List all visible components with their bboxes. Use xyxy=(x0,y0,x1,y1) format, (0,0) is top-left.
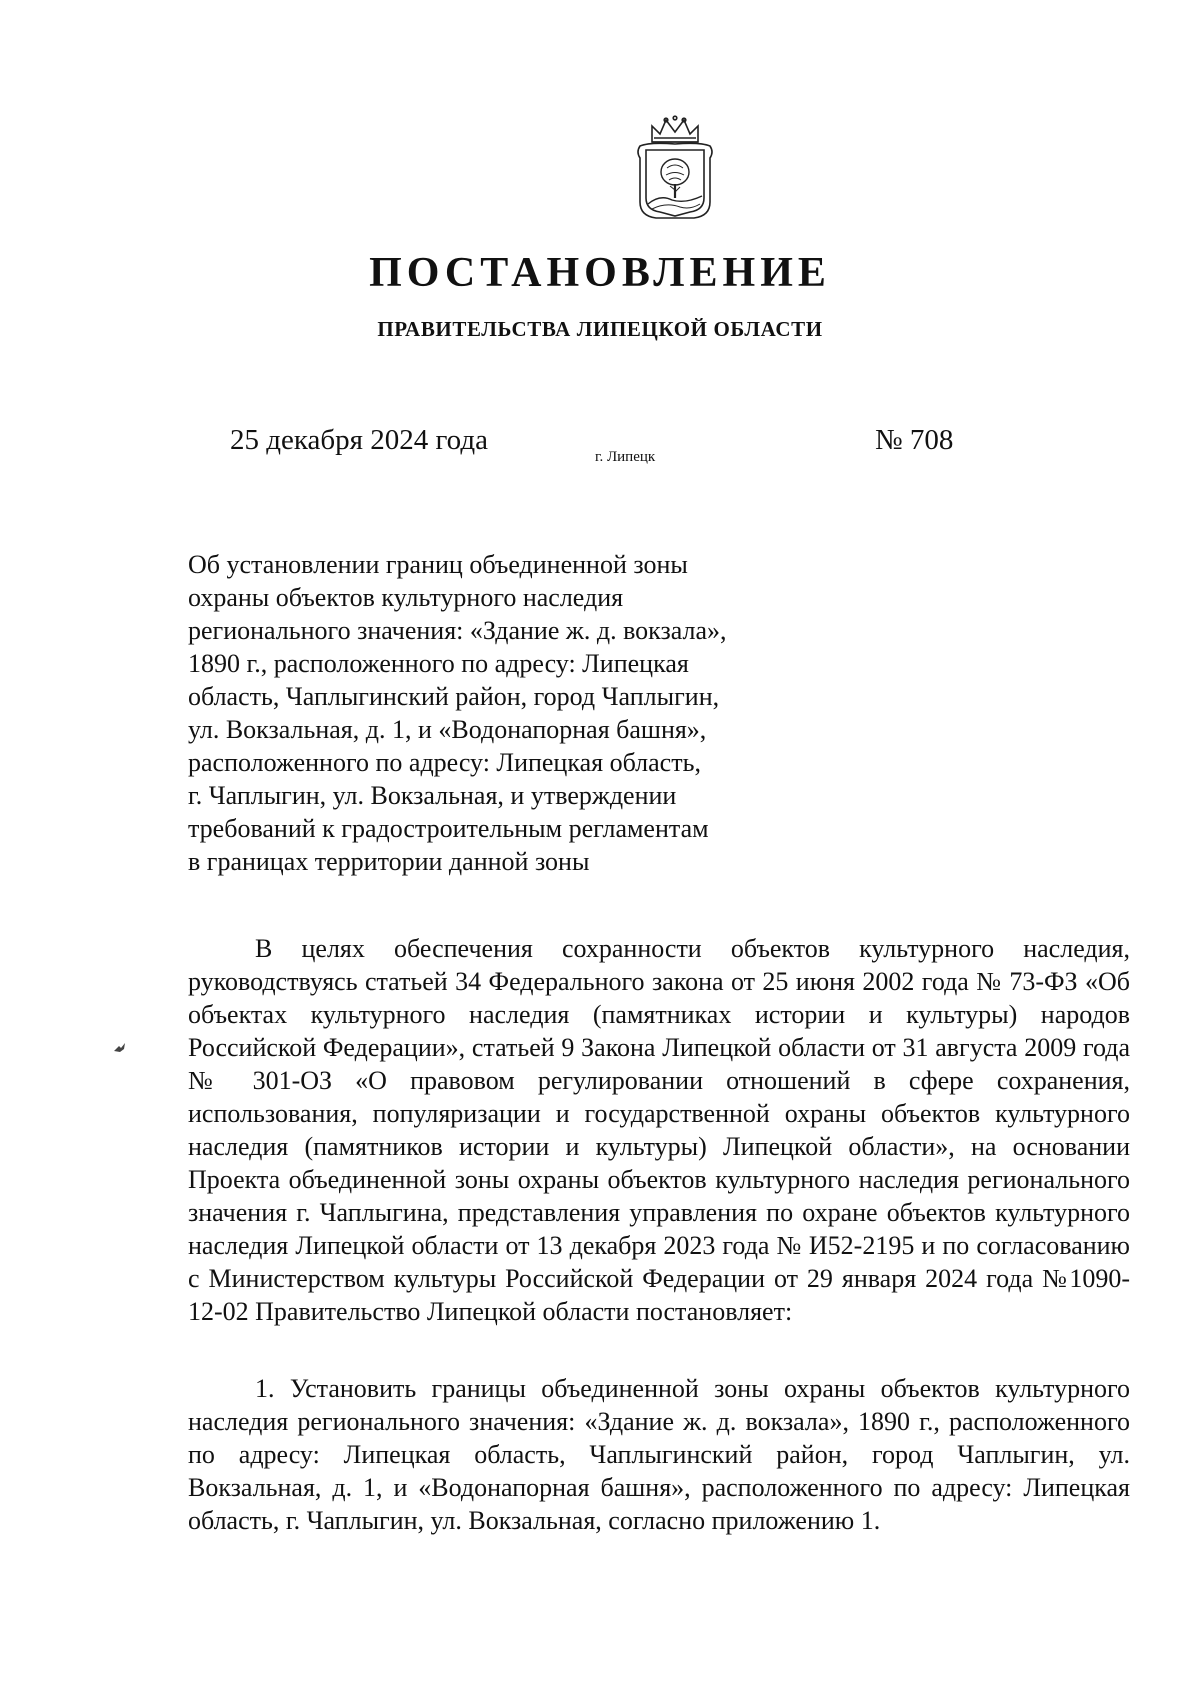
document-subject xyxy=(188,548,768,878)
document-date: 25 декабря 2024 года xyxy=(230,424,488,456)
subject-line: охраны объектов культурного наследия xyxy=(188,583,624,612)
subject-line: 1890 г., расположенного по адресу: Липецкая xyxy=(188,649,689,678)
subject-line: ул. Вокзальная, д. 1, и «Водонапорная башня», xyxy=(188,715,707,744)
document-city: г. Липецк xyxy=(595,449,656,465)
subject-line: в границах территории данной зоны xyxy=(188,847,590,876)
document-number: № 708 xyxy=(875,424,954,456)
issuing-authority: ПРАВИТЕЛЬСТВА ЛИПЕЦКОЙ ОБЛАСТИ xyxy=(377,317,823,341)
subject-line: Об установлении границ объединенной зоны xyxy=(188,550,688,579)
subject-line: регионального значения: «Здание ж. д. вокзала», xyxy=(188,616,727,645)
document-type-title: ПОСТАНОВЛЕНИЕ xyxy=(369,250,831,296)
scan-speck-mark xyxy=(112,1040,128,1054)
subject-line: область, Чаплыгинский район, город Чаплыгин, xyxy=(188,682,720,711)
preamble-paragraph: В целях обеспечения сохранности объектов культурного наследия, руководствуясь статьей 34 Федерального закона от 25 июня 2002 года № 73-ФЗ «Об объектах культурного наследия (памятниках истории и культуры) народов Российской Федерации», статьей 9 Закона Липецкой области от 31 августа 2009 года № 301-ОЗ «О правовом регулировании отношений в сфере сохранения, использования, популяризации и государственной охраны объектов культурного наследия (памятников истории и культуры) Липецкой области», на основании Проекта объединенной зоны охраны объектов культурного наследия регионального значения г. Чаплыгина, представления управления по охране объектов культурного наследия Липецкой области от 13 декабря 2023 года № И52-2195 и по согласованию с Министерством культуры Российской Федерации от 29 января 2024 года №1090-12-02 Правительство Липецкой области постановляет: xyxy=(188,934,1130,1326)
subject-line: расположенного по адресу: Липецкая область, xyxy=(188,748,701,777)
subject-line: г. Чаплыгин, ул. Вокзальная, и утверждении xyxy=(188,781,677,810)
item-1-paragraph: 1. Установить границы объединенной зоны охраны объектов культурного наследия регионального значения: «Здание ж. д. вокзала», 1890 г., расположенного по адресу: Липецкая область, Чаплыгинский район, город Чаплыгин, ул. Вокзальная, д. 1, и «Водонапорная башня», расположенного по адресу: Липецкая область, г. Чаплыгин, ул. Вокзальная, согласно приложению 1. xyxy=(188,1374,1130,1535)
subject-line: требований к градостроительным регламентам xyxy=(188,814,709,843)
coat-of-arms-emblem xyxy=(630,112,720,224)
